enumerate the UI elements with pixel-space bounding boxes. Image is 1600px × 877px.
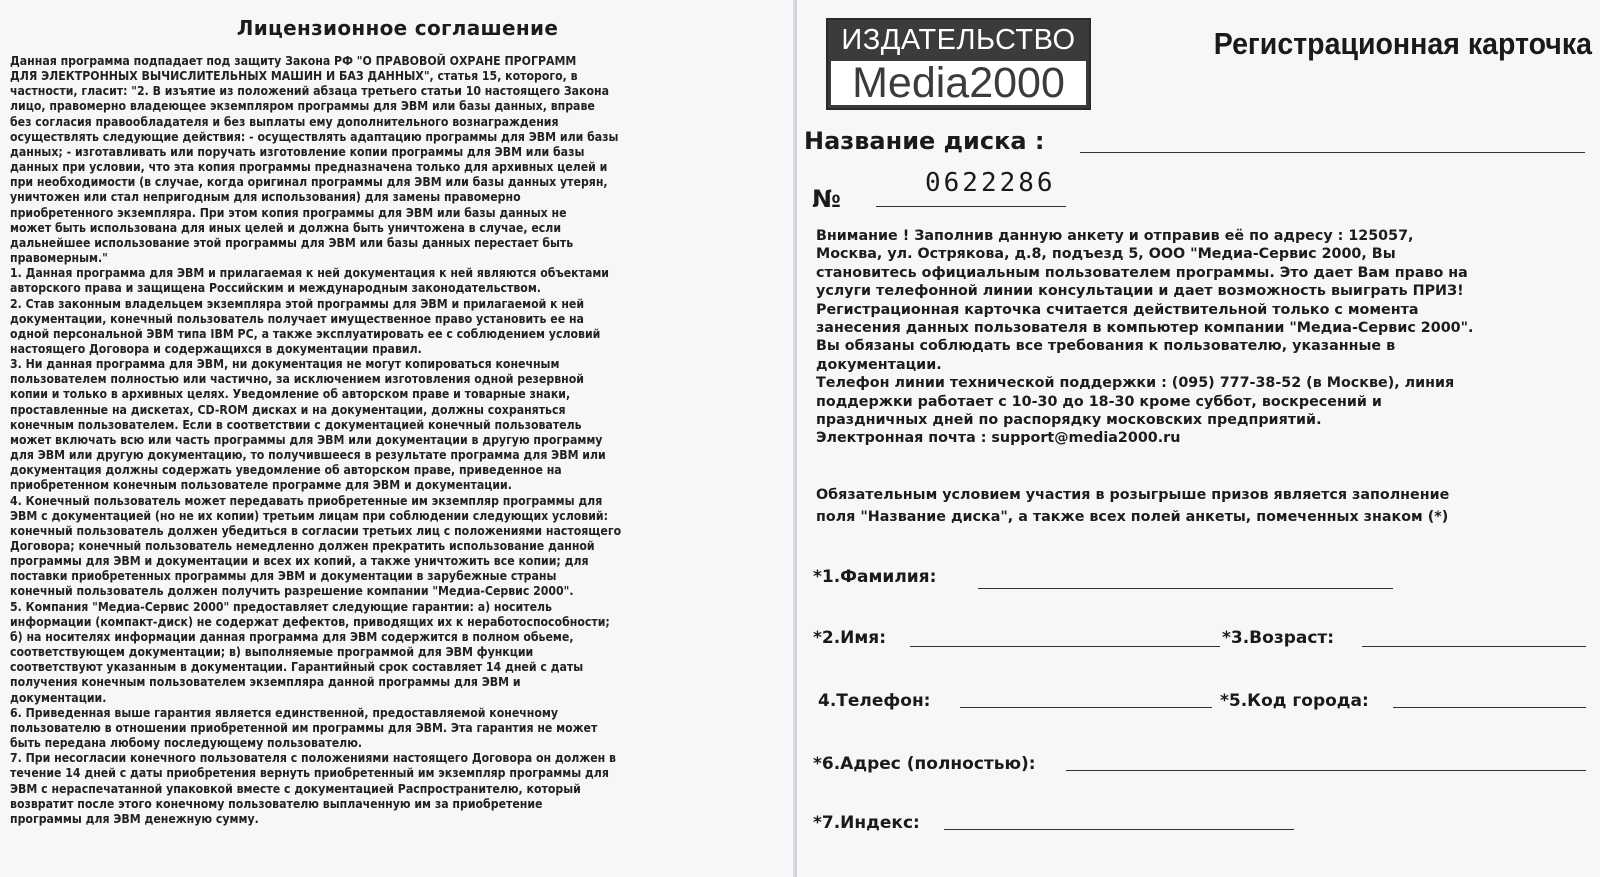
serial-underline — [876, 206, 1066, 207]
license-title: Лицензионное соглашение — [236, 16, 559, 40]
notice-line: Телефон линии технической поддержки : (095) 777-38-52 (в Москве), линия — [816, 375, 1455, 392]
license-line: ЭВМ с документацией (но не их копии) третьим лицам при соблюдении следующих условий: — [10, 508, 608, 523]
license-line: соответствующем документации; в) выполняемые программой для ЭВМ функции — [10, 645, 534, 660]
license-line: быть передана любому последующему пользователю. — [10, 736, 363, 751]
index-label: *7.Индекс: — [813, 813, 920, 833]
license-line: конечным пользователем. Если в соответствии с документацией конечный пользователь — [10, 417, 582, 432]
publisher-logo — [826, 18, 1091, 110]
notice-line: Внимание ! Заполнив данную анкету и отправив её по адресу : 125057, — [816, 228, 1414, 244]
license-line: приобретенного экземпляра. При этом копия программы для ЭВМ или базы данных не — [10, 205, 567, 220]
license-line: 5. Компания "Медиа-Сервис 2000" предоставляет следующие гарантии: а) носитель — [10, 599, 552, 614]
license-line: 4. Конечный пользователь может передавать приобретенные им экземпляр программы для — [10, 493, 603, 508]
license-line: ЭВМ с нераспечатанной упаковкой вместе с документацией Распространителю, который — [10, 781, 581, 796]
license-line: уничтожен или стал непригодным для использования) для замены правомерно — [10, 190, 521, 205]
card-title: Регистрационная карточка — [1213, 26, 1592, 61]
index-field[interactable] — [944, 829, 1294, 830]
phone-field[interactable] — [960, 707, 1212, 708]
license-line: одной персональной ЭВМ типа IBM PC, а также эксплуатировать ее с соблюдением условий — [10, 326, 601, 341]
license-line: копии и только в архивных целях. Уведомление об авторском праве и товарные знаки, — [10, 387, 571, 402]
license-page — [0, 0, 795, 877]
license-line: программы для ЭВМ и документации и всех их копий, а также уничтожить все копии; для — [10, 554, 589, 569]
license-line: 1. Данная программа для ЭВМ и прилагаемая к ней документация к ней являются объектами — [10, 266, 609, 281]
license-line: пользователю в отношении приобретенной им программы для ЭВМ. Эта гарантия не может — [10, 720, 598, 735]
license-line: без согласия правообладателя и без выплаты ему дополнительного вознаграждения — [10, 114, 559, 129]
city-code-field[interactable] — [1393, 707, 1586, 708]
license-line: настоящего Договора и содержащихся в документации правил. — [10, 341, 422, 356]
address-field[interactable] — [1066, 770, 1586, 771]
age-label: *3.Возраст: — [1222, 628, 1335, 648]
license-line: для ЭВМ или другую документацию, то получившееся в результате программа для ЭВМ или — [10, 448, 606, 463]
license-line: данных при условии, что эта копия программы предназначена только для архивных целей и — [10, 160, 608, 175]
notice-line: услуги телефонной линии консультации и дает возможность выиграть ПРИЗ! — [816, 283, 1464, 300]
license-line: 7. При несогласии конечного пользователя с положениями настоящего Договора он должен в — [10, 751, 616, 766]
license-line: лицо, правомерно владеющее экземпляром программы для ЭВМ или базы данных, вправе — [10, 99, 595, 114]
license-line: может быть использована для иных целей и должна быть уничтожена в случае, если — [10, 220, 562, 235]
license-line: возвратит после этого конечному пользователю выплаченную им за приобретение — [10, 796, 543, 811]
license-line: Данная программа подпадает под защиту Закона РФ "О ПРАВОВОЙ ОХРАНЕ ПРОГРАММ — [10, 54, 577, 68]
license-line: 3. Ни данная программа для ЭВМ, ни документация не могут копироваться конечным — [10, 357, 560, 372]
license-line: пользователем полностью или частично, за исключением изготовления одной резервной — [10, 372, 584, 387]
license-line: данных; - изготавливать или поручать изготовление копии программы для ЭВМ или базы — [10, 144, 585, 159]
license-line: соответствуют указанным в документации. Гарантийный срок составляет 14 дней с даты — [10, 660, 584, 675]
license-line: приобретенном конечным пользователе программе для ЭВМ и документации. — [10, 478, 512, 493]
city-code-label: *5.Код города: — [1220, 691, 1369, 711]
logo-brand-number: 2000 — [969, 59, 1065, 107]
license-line: при необходимости (в случае, когда оригинал программы для ЭВМ или базы данных утерян, — [10, 175, 608, 190]
license-line: Договора; конечный пользователь немедленно должен прекратить использование данной — [10, 539, 595, 553]
license-line: конечный пользователь должен убедиться в согласии третьих лиц с положениями настоящего — [10, 523, 622, 538]
license-line: б) на носителях информации данная программа для ЭВМ содержится в полном обьеме, — [10, 629, 574, 644]
condition-text — [816, 484, 1586, 528]
license-line: 2. Став законным владельцем экземпляра этой программы для ЭВМ и прилагаемой к ней — [10, 296, 585, 311]
license-line: частности, гласит: "2. В изъятие из положений абзаца третьего статьи 10 настоящего Закона — [10, 84, 609, 99]
license-line: дальнейшее использование этой программы для ЭВМ или базы данных перестает быть — [10, 235, 574, 250]
license-text — [10, 54, 782, 827]
license-line: может включать всю или часть программы для ЭВМ или документации в другую программу — [10, 432, 603, 447]
address-label: *6.Адрес (полностью): — [813, 754, 1036, 774]
license-line: 6. Приведенная выше гарантия является единственной, предоставляемой конечному — [10, 705, 559, 720]
notice-line: документации. — [816, 356, 942, 373]
notice-line: Электронная почта : support@media2000.ru — [816, 430, 1181, 447]
notice-line: Вы обязаны соблюдать все требования к пользователю, указанные в — [816, 338, 1396, 355]
notice-line: праздничных дней по распорядку московских предприятий. — [816, 412, 1322, 429]
license-line: документации. — [10, 690, 107, 705]
logo-brand-name: Media — [852, 59, 970, 107]
condition-line: Обязательным условием участия в розыгрыше призов является заполнение — [816, 487, 1450, 503]
notice-line: Москва, ул. Острякова, д.8, подъезд 5, ООО "Медиа-Сервис 2000, Вы — [816, 246, 1396, 263]
surname-label: *1.Фамилия: — [813, 567, 937, 587]
disc-name-field[interactable] — [1080, 152, 1585, 153]
notice-line: становитесь официальным пользователем программы. Это дает Вам право на — [816, 264, 1468, 281]
license-line: авторского права и защищена Российским и международным законодательством. — [10, 281, 541, 296]
number-label: № — [812, 185, 841, 213]
serial-number: 0622286 — [925, 168, 1056, 198]
license-line: документации, конечный пользователь получает имущественное право установить ее на — [10, 311, 584, 326]
license-line: документация должны содержать уведомление об авторском праве, приведенное на — [10, 463, 562, 478]
license-line: получения конечным пользователем экземпляра данной программы для ЭВМ и — [10, 675, 521, 690]
license-line: проставленные на дискетах, CD-ROM дисках и на документации, должны сохраняться — [10, 402, 566, 417]
surname-field[interactable] — [978, 588, 1393, 589]
logo-publisher-word: ИЗДАТЕЛЬСТВО — [841, 24, 1076, 56]
notice-line: поддержки работает с 10-30 до 18-30 кроме суббот, воскресений и — [816, 393, 1382, 410]
name-field[interactable] — [910, 646, 1220, 647]
license-line: поставки приобретенных программы для ЭВМ и документации в зарубежные страны — [10, 569, 557, 584]
disc-name-label: Название диска : — [804, 127, 1045, 155]
license-line: течение 14 дней с даты приобретения вернуть приобретенный им экземпляр программы для — [10, 766, 609, 781]
license-line: программы для ЭВМ денежную сумму. — [10, 811, 259, 826]
age-field[interactable] — [1362, 646, 1586, 647]
license-line: информации (компакт-диск) не содержат дефектов, приводящих их к неработоспособности; — [10, 614, 610, 629]
notice-line: Регистрационная карточка считается действительной только с момента — [816, 301, 1419, 318]
license-line: ДЛЯ ЭЛЕКТРОННЫХ ВЫЧИСЛИТЕЛЬНЫХ МАШИН И БАЗ ДАННЫХ", статья 15, которого, в — [10, 69, 578, 84]
license-line: осуществлять следующие действия: - осуществлять адаптацию программы для ЭВМ или базы — [10, 129, 619, 144]
phone-label: 4.Телефон: — [818, 691, 931, 711]
condition-line: поля "Название диска", а также всех полей анкеты, помеченных знаком (*) — [816, 509, 1449, 525]
license-line: правомерным." — [10, 251, 108, 266]
license-line: конечный пользователь должен получить разрешение компании "Медиа-Сервис 2000". — [10, 584, 574, 599]
logo-brand — [831, 61, 1086, 105]
notice-line: занесения данных пользователя в компьютер компании "Медиа-Сервис 2000". — [816, 320, 1474, 337]
notice-text — [816, 227, 1586, 448]
name-label: *2.Имя: — [813, 628, 887, 648]
